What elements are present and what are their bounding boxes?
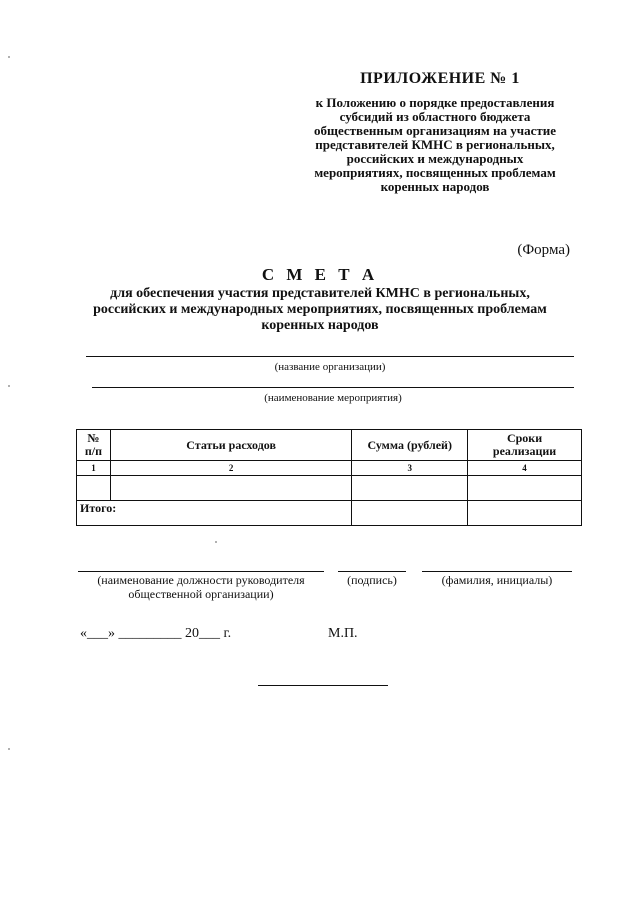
table-total-row (77, 501, 582, 526)
total-amount-cell[interactable] (352, 501, 468, 526)
appendix-subtitle-line: общественным организациям на участие (313, 123, 557, 138)
index-cell: 1 (77, 461, 111, 476)
estimate-subtitle-line: российских и международных мероприятиях, посвященных проблемам (93, 302, 547, 317)
index-cell: 4 (468, 461, 582, 476)
scan-speck (215, 541, 217, 543)
scan-speck (8, 56, 10, 58)
estimate-subtitle (70, 286, 570, 334)
estimate-title: С М Е Т А (261, 265, 379, 284)
position-caption: (наименование должности руководителя общественной организации) (97, 573, 305, 601)
col-header-number: № п/п (77, 430, 111, 461)
appendix-subtitle-line: коренных народов (380, 179, 490, 194)
appendix-subtitle-line: к Положению о порядке предоставления (315, 95, 555, 110)
total-label: Итого: (77, 501, 352, 526)
signature-caption: (подпись) (347, 573, 397, 587)
appendix-subtitle-line: мероприятиях, посвященных проблемам (314, 165, 556, 180)
table-cell[interactable] (77, 476, 111, 501)
name-caption: (фамилия, инициалы) (441, 573, 553, 587)
form-label: (Форма) (517, 242, 570, 258)
table-cell[interactable] (468, 476, 582, 501)
event-name-field[interactable] (92, 387, 574, 388)
appendix-title: ПРИЛОЖЕНИЕ № 1 (360, 70, 520, 87)
signature-field[interactable] (338, 571, 406, 572)
table-header-row (77, 430, 582, 461)
appendix-subtitle (282, 96, 588, 194)
table-index-row (77, 461, 582, 476)
event-name-caption: (наименование мероприятия) (264, 392, 402, 404)
appendix-subtitle-line: представителей КМНС в региональных, (315, 137, 555, 152)
table-cell[interactable] (110, 476, 351, 501)
scan-speck (8, 385, 10, 387)
estimate-subtitle-line: для обеспечения участия представителей КМНС в региональных, (110, 286, 530, 301)
bottom-divider (258, 685, 388, 686)
estimate-subtitle-line: коренных народов (261, 318, 379, 333)
position-field[interactable] (78, 571, 324, 572)
table-row (77, 476, 582, 501)
estimate-table (76, 429, 582, 526)
appendix-subtitle-line: российских и международных (346, 151, 524, 166)
date-line: «___» _________ 20___ г. (80, 626, 232, 641)
col-header-expense-items: Статьи расходов (110, 430, 351, 461)
seal-placeholder: М.П. (328, 626, 358, 641)
scan-speck (8, 748, 10, 750)
index-cell: 3 (352, 461, 468, 476)
name-field[interactable] (422, 571, 572, 572)
org-name-field[interactable] (86, 356, 574, 357)
org-name-caption: (название организации) (274, 361, 386, 373)
appendix-subtitle-line: субсидий из областного бюджета (339, 109, 531, 124)
col-header-amount: Сумма (рублей) (352, 430, 468, 461)
total-deadline-cell[interactable] (468, 501, 582, 526)
col-header-deadline: Сроки реализации (468, 430, 582, 461)
index-cell: 2 (110, 461, 351, 476)
table-cell[interactable] (352, 476, 468, 501)
